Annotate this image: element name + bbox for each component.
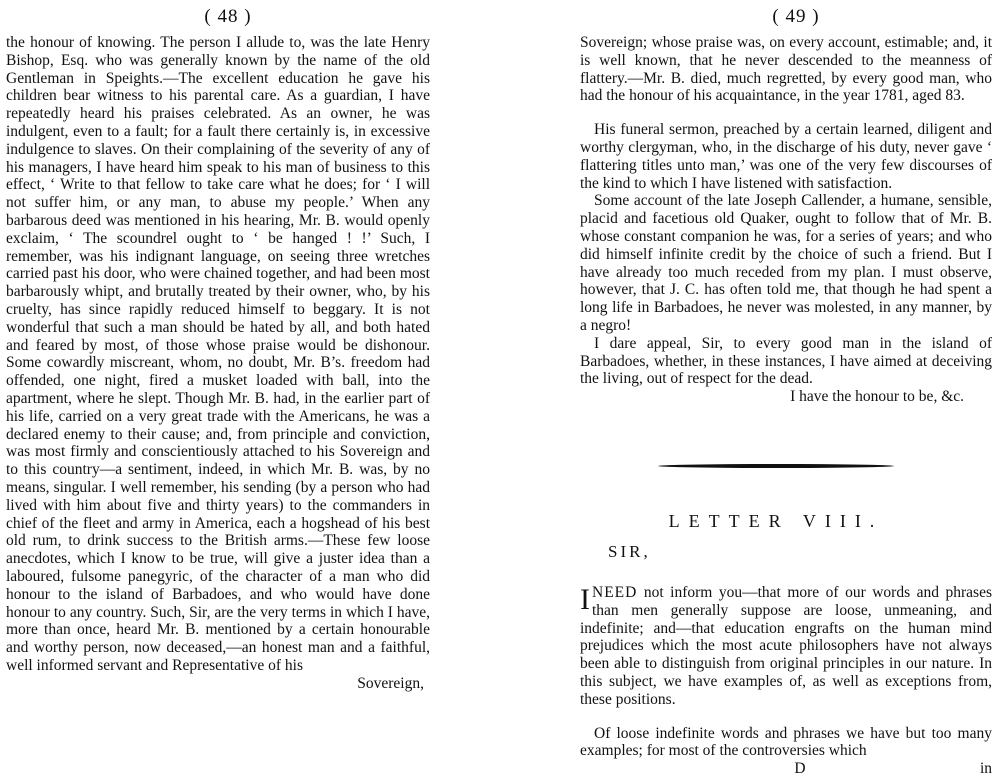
body-paragraph: Of loose indefinite words and phrases we have but too many examples; for most of the controversies which: [580, 724, 992, 760]
signature-mark: D: [794, 760, 806, 777]
catchword: in: [979, 760, 992, 777]
lead-word: NEED: [592, 583, 638, 601]
right-page: [500, 0, 1000, 777]
drop-cap: I: [580, 582, 590, 616]
body-paragraph: Sovereign; whose praise was, on every account, estimable; and, it is well known, that he never descended to the meanness of flattery.—Mr. B. died, much regretted, by every good man, who had the honour of his acquaintance, in the year 1781, aged 83.: [580, 34, 992, 105]
catchword: Sovereign,: [357, 674, 424, 692]
body-paragraph: I dare appeal, Sir, to every good man in the island of Barbadoes, whether, in these instances, I have aimed at deceiving the living, out of respect for the dead.: [580, 334, 992, 388]
page-number: ( 49 ): [772, 6, 820, 27]
letter-heading: LETTER VIII.: [668, 510, 884, 531]
body-paragraph: [580, 584, 992, 709]
closing-line: I have the honour to be, &c.: [790, 388, 964, 406]
section-rule: [658, 464, 894, 468]
paragraph-text: not inform you—that more of our words and phrases than men generally suppose are loose, unmeaning, and indefinite; and—that education engrafts on the human mind prejudices which the most acute philosophers have not always been able to distinguish from original principles in our nature. In this subject, we have examples of, as well as exceptions from, these positions.: [580, 583, 992, 708]
salutation: SIR,: [608, 541, 651, 561]
body-paragraph: the honour of knowing. The person I allude to, was the late Henry Bishop, Esq. who was generally known by the name of the old Gentleman in Speights.—The excellent education he gave his children bear witness to his parental care. As a guardian, I have repeatedly heard his praises celebrated. As an owner, he was indulgent, even to a fault; for a fault there certainly is, in excessive indulgence to slaves. On their complaining of the severity of any of his managers, I have heard him speak to his man of business to this effect, ‘ Write to that fellow to take care what he does; for ‘ I will not suffer him, or any man, to abuse my people.’ When any barbarous deed was mentioned in his hearing, Mr. B. would openly exclaim, ‘ The scoundrel ought to ‘ be hanged ! !’ Such, I remember, was his indignant language, on seeing three wretches carried past his door, who were chained together, and had been most barbarously whipt, and brutally treated by their owner, who, by his cruelty, has since rapidly reduced himself to beggary. It is not wonderful that such a man should be hated by all, and both hated and feared by most, of those whose praise would be dishonour. Some cowardly miscreant, whom, no doubt, Mr. B’s. freedom had offended, one night, fired a musket loaded with ball, into the apartment, where he slept. Though Mr. B. had, in the earlier part of his life, carried on a very great trade with the Americans, he was a declared enemy to their cause; and, from principle and conviction, was most firmly and conscientiously attached to his Sovereign and to this country—a sentiment, indeed, in which Mr. B. was, by no means, singular. I well remember, his sending (by a person who had lived with him about five and thirty years) to the commanders in chief of the fleet and army in America, each a hogshead of his best old rum, to drink success to the British arms.—These few loose anecdotes, which I know to be true, will give a juster idea than a laboured, fulsome panegyric, of the character of a man who did honour to the island of Barbadoes, and who would have done honour to any country. Such, Sir, are the very terms in which I have, more than once, heard Mr. B. mentioned by a certain honourable and worthy person, now deceased,—an honest man and a faithful, well informed servant and Representative of his: [6, 34, 430, 674]
left-page: [0, 0, 500, 769]
body-paragraph: His funeral sermon, preached by a certain learned, diligent and worthy clergyman, who, in the discharge of his duty, never gave ‘ flattering titles unto man,’ was one of the very few discourses of the kind to which I have listened with satisfaction.: [580, 121, 992, 192]
page-number: ( 48 ): [204, 6, 252, 27]
body-paragraph: Some account of the late Joseph Callender, a humane, sensible, placid and facetious old Quaker, ought to follow that of Mr. B. whose constant companion he was, for a series of years; and who did himself infinite credit by the choice of such a friend. But I have already too much receded from my plan. I must observe, however, that J. C. has often told me, that though he had spent a long life in Barbadoes, he never was molested, in any manner, by a negro!: [580, 192, 992, 334]
